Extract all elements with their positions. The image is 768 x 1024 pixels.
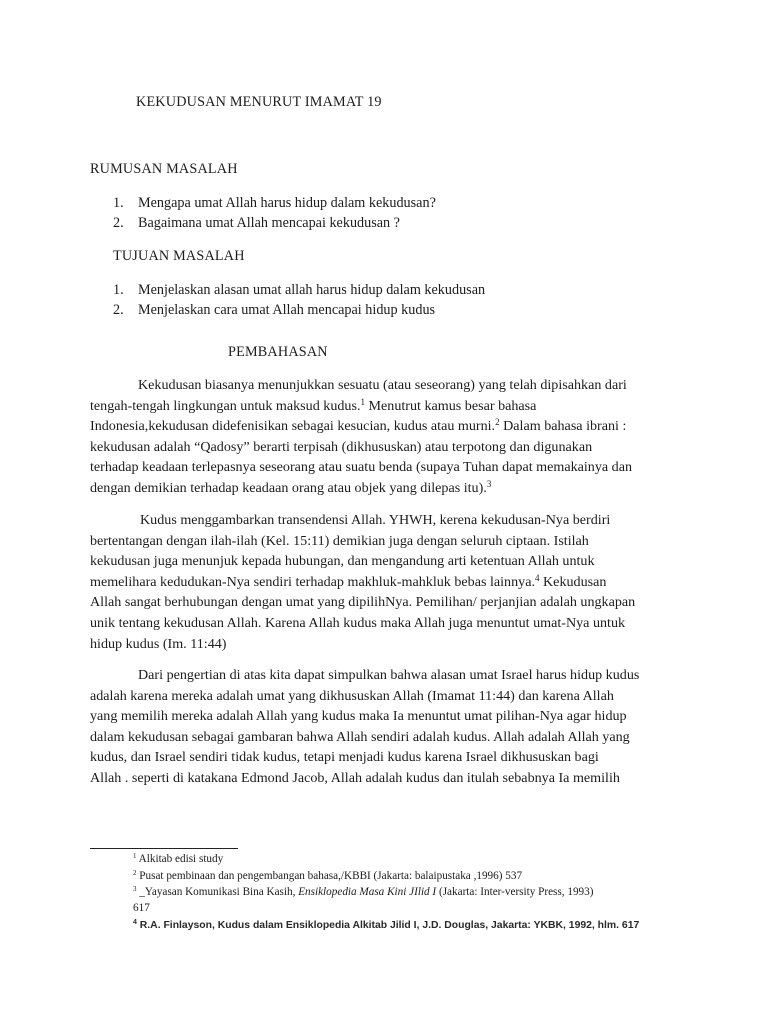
tujuan-list: [113, 280, 485, 320]
paragraph-3: Dari pengertian di atas kita dapat simpulkan bahwa alasan umat Israel harus hidup kudus adalah karena mereka adalah umat yang dikhususkan Allah (Imamat 11:44) dan karena Allah yang memilih mereka adalah Allah yang kudus maka Ia menuntut umat pilihan-Nya agar hidup dalam kekudusan sebagai gambaran bahwa Allah sendiri adalah kudus. Allah adalah Allah yang kudus, dan Israel sendiri tidak kudus, tetapi menjadi kudus karena Israel dikhususkan bagi Allah . seperti di katakana Edmond Jacob, Allah adalah kudus dan itulah sebabnya Ia memilih: [90, 667, 640, 786]
paragraph-1: Kekudusan biasanya menunjukkan sesuatu (atau seseorang) yang telah dipisahkan dari tengah-tengah lingkungan untuk maksud kudus.$^1$ Menutrut kamus besar bahasa Indonesia,kekudusan didefenisikan sebagai kesucian, kudus atau murni.$^2$ Dalam bahasa ibrani : kekudusan adalah “Qadosy” berarti terpisah (dikhususkan) atau terpotong dan digunakan terhadap keadaan terlepasnya seseorang atau suatu benda (supaya Tuhan dapat memakainya dan dengan demikian terhadap keadaan orang atau objek yang dilepas itu).$^3$: [90, 377, 633, 496]
footnote-2: $^2$ Pusat pembinaan dan pengembangan bahasa,/KBBI (Jakarta: balaipustaka ,1996) 537: [133, 869, 523, 882]
document-title: KEKUDUSAN MENURUT IMAMAT 19: [136, 94, 382, 110]
rumusan-list: [113, 193, 436, 233]
footnote-3: $^3$ _Yayasan Komunikasi Bina Kasih, Ensiklopedia Masa Kini JIlid I (Jakarta: Inter-versity Press, 1993): [133, 885, 594, 898]
footnote-3-continuation: 617: [133, 902, 150, 914]
list-item: 2. Bagaimana umat Allah mencapai kekudusan ?: [113, 215, 400, 231]
footnote-4: $^4$ R.A. Finlayson, Kudus dalam Ensiklopedia Alkitab Jilid I, J.D. Douglas, Jakarta: YKBK, 1992, hlm. 617: [133, 919, 640, 931]
paragraph-2: Kudus menggambarkan transendensi Allah. YHWH, kerena kekudusan-Nya berdiri bertentangan dengan ilah-ilah (Kel. 15:11) demikian juga dengan seluruh ciptaan. Istilah kekudusan juga menunjuk kepada hubungan, dan mengandung arti ketentuan Allah untuk memelihara kedudukan-Nya sendiri terhadap makhluk-mahkluk bebas lainnya.$^4$ Kekudusan Allah sangat berhubungan dengan umat yang dipilihNya. Pemilihan/ perjanjian adalah ungkapan unik tentang kekudusan Allah. Karena Allah kudus maka Allah juga menuntut umat-Nya untuk hidup kudus (Im. 11:44): [90, 512, 636, 652]
tujuan-heading: TUJUAN MASALAH: [113, 248, 245, 264]
footnote-1: $^1$ Alkitab edisi study: [133, 852, 224, 865]
pembahasan-heading: PEMBAHASAN: [228, 344, 328, 360]
list-item: 2. Menjelaskan cara umat Allah mencapai hidup kudus: [113, 302, 436, 318]
list-item: 1. Mengapa umat Allah harus hidup dalam kekudusan?: [113, 195, 436, 211]
list-item: 1. Menjelaskan alasan umat allah harus hidup dalam kekudusan: [113, 282, 486, 298]
rumusan-heading: RUMUSAN MASALAH: [90, 161, 238, 177]
footnote-separator: [90, 848, 238, 849]
